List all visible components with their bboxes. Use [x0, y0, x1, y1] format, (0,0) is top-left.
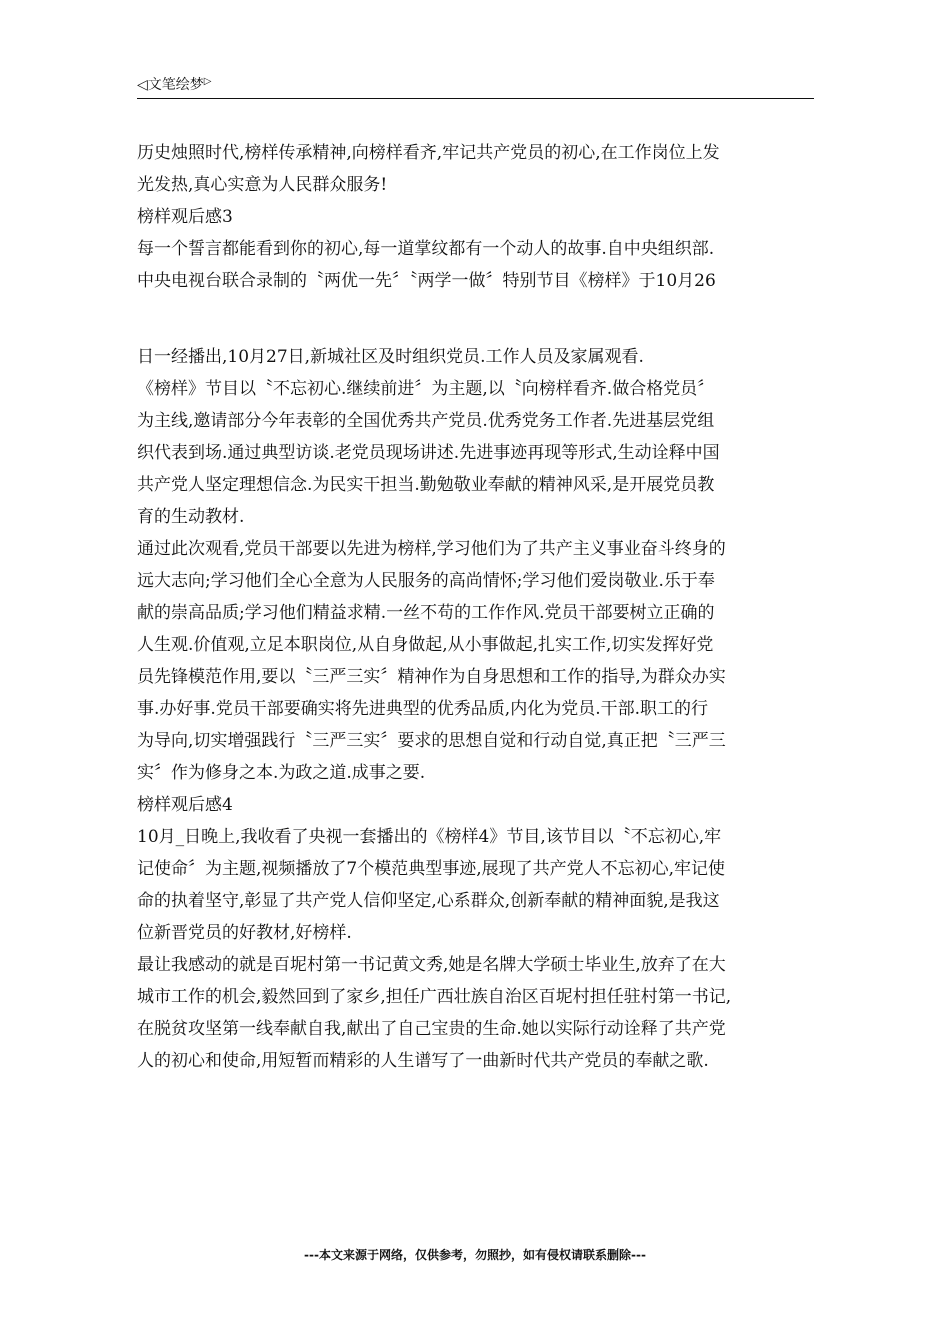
text-line: 共产党人坚定理想信念.为民实干担当.勤勉敬业奉献的精神风采,是开展党员教 — [137, 475, 715, 495]
text-line: 历史烛照时代,榜样传承精神,向榜样看齐,牢记共产党员的初心,在工作岗位上发 — [137, 143, 720, 163]
section-heading: 榜样观后感3 — [137, 207, 233, 227]
text-line: 员先锋模范作用,要以〝三严三实〞精神作为自身思想和工作的指导,为群众办实 — [137, 667, 726, 687]
section-heading: 榜样观后感4 — [137, 795, 233, 815]
left-triangle-icon: ◁ — [137, 77, 148, 93]
text-line: 最让我感动的就是百坭村第一书记黄文秀,她是名牌大学硕士毕业生,放弃了在大 — [137, 955, 726, 975]
text-line: 人的初心和使命,用短暂而精彩的人生谱写了一曲新时代共产党员的奉献之歌. — [137, 1051, 709, 1071]
text-line: 10月_日晚上,我收看了央视一套播出的《榜样4》节目,该节目以〝不忘初心,牢 — [137, 827, 722, 847]
page-header — [137, 74, 814, 99]
text-line: 人生观.价值观,立足本职岗位,从自身做起,从小事做起,扎实工作,切实发挥好党 — [137, 635, 714, 655]
text-line: 织代表到场.通过典型访谈.老党员现场讲述.先进事迹再现等形式,生动诠释中国 — [137, 443, 720, 463]
text-line: 为主线,邀请部分今年表彰的全国优秀共产党员.优秀党务工作者.先进基层党组 — [137, 411, 715, 431]
text-line: 中央电视台联合录制的〝两优一先〞〝两学一做〞特别节目《榜样》于10月26 — [137, 271, 716, 291]
text-line: 《榜样》节目以〝不忘初心.继续前进〞为主题,以〝向榜样看齐.做合格党员〞 — [137, 379, 715, 399]
text-line: 日一经播出,10月27日,新城社区及时组织党员.工作人员及家属观看. — [137, 347, 644, 367]
text-line: 献的崇高品质;学习他们精益求精.一丝不苟的工作作风.党员干部要树立正确的 — [137, 603, 715, 623]
text-line: 远大志向;学习他们全心全意为人民服务的高尚情怀;学习他们爱岗敬业.乐于奉 — [137, 571, 715, 591]
brand-logo — [137, 76, 211, 94]
page-gap — [137, 297, 817, 341]
text-line: 通过此次观看,党员干部要以先进为榜样,学习他们为了共产主义事业奋斗终身的 — [137, 539, 726, 559]
right-triangle-icon: ▷ — [203, 76, 212, 87]
document-body — [137, 137, 817, 1077]
text-line: 位新晋党员的好教材,好榜样. — [137, 923, 352, 943]
text-line: 育的生动教材. — [137, 507, 245, 527]
text-line: 记使命〞为主题,视频播放了7个模范典型事迹,展现了共产党人不忘初心,牢记使 — [137, 859, 726, 879]
text-line: 光发热,真心实意为人民群众服务! — [137, 175, 388, 195]
brand-text: 文笔绘梦 — [147, 77, 204, 93]
text-line: 事.办好事.党员干部要确实将先进典型的优秀品质,内化为党员.干部.职工的行 — [137, 699, 709, 719]
text-line: 实〞作为修身之本.为政之道.成事之要. — [137, 763, 426, 783]
text-line: 命的执着坚守,彰显了共产党人信仰坚定,心系群众,创新奉献的精神面貌,是我这 — [137, 891, 720, 911]
text-line: 每一个誓言都能看到你的初心,每一道掌纹都有一个动人的故事.自中央组织部. — [137, 239, 715, 259]
text-line: 在脱贫攻坚第一线奉献自我,献出了自己宝贵的生命.她以实际行动诠释了共产党 — [137, 1019, 726, 1039]
footer-disclaimer: ---本文来源于网络，仅供参考，勿照抄，如有侵权请联系删除--- — [304, 1248, 646, 1262]
text-line: 城市工作的机会,毅然回到了家乡,担任广西壮族自治区百坭村担任驻村第一书记, — [137, 987, 732, 1007]
text-line: 为导向,切实增强践行〝三严三实〞要求的思想自觉和行动自觉,真正把〝三严三 — [137, 731, 726, 751]
